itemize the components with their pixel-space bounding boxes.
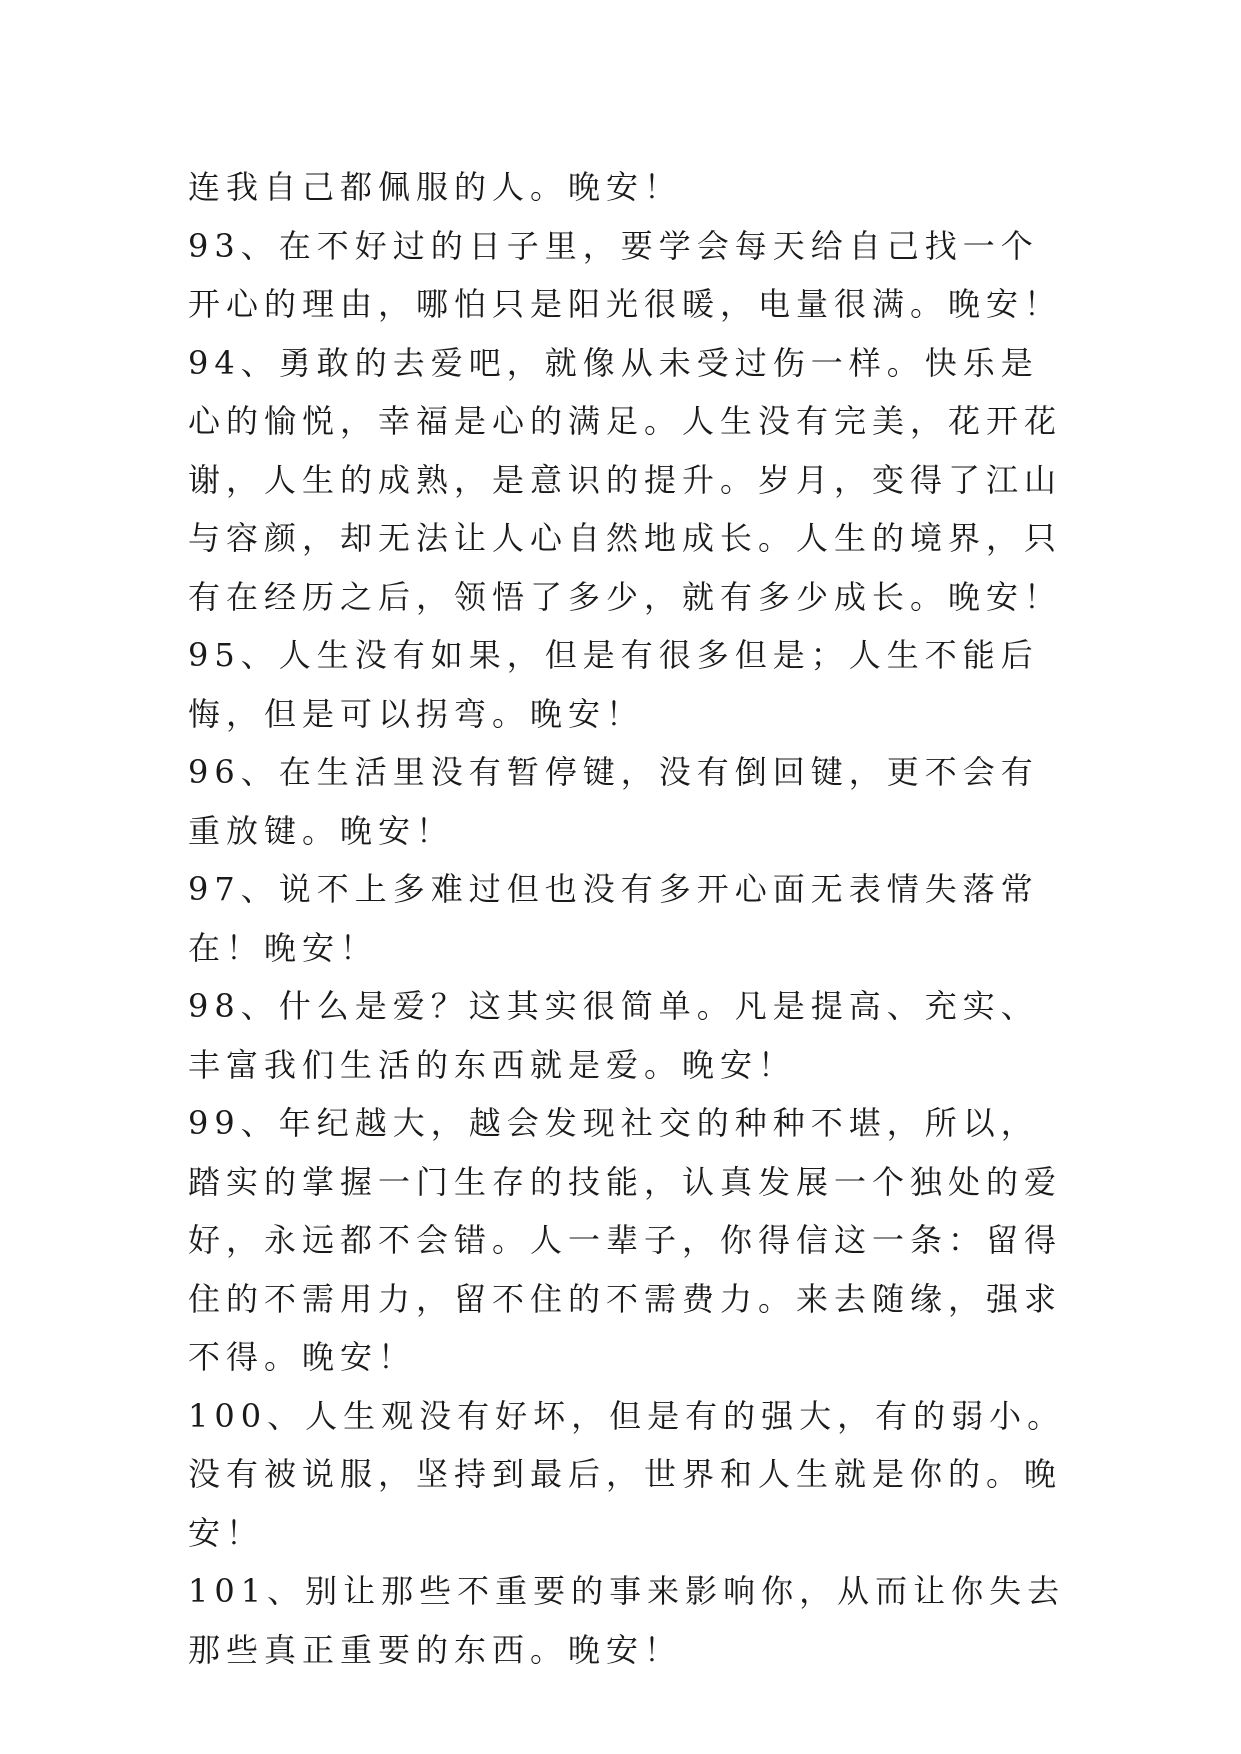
paragraph-96: 96、在生活里没有暂停键，没有倒回键，更不会有重放键。晚安！ [188,753,1039,850]
paragraph-94: 94、勇敢的去爱吧，就像从未受过伤一样。快乐是心的愉悦，幸福是心的满足。人生没有完美，花开花谢，人生的成熟，是意识的提升。岁月，变得了江山与容颜，却无法让人心自然地成长。人生的境界，只有在经历之后，领悟了多少，就有多少成长。晚安！ [188,343,1063,616]
paragraph-95: 95、人生没有如果，但是有很多但是；人生不能后悔，但是可以拐弯。晚安！ [188,636,1039,733]
paragraph-98: 98、什么是爱？这其实很简单。凡是提高、充实、丰富我们生活的东西就是爱。晚安！ [188,987,1039,1084]
paragraph-100: 100、人生观没有好坏，但是有的强大，有的弱小。没有被说服，坚持到最后，世界和人生就是你的。晚安！ [188,1396,1066,1552]
paragraph-101: 101、别让那些不重要的事来影响你，从而让你失去那些真正重要的东西。晚安！ [188,1572,1066,1669]
paragraph-99: 99、年纪越大，越会发现社交的种种不堪，所以，踏实的掌握一门生存的技能，认真发展一个独处的爱好，永远都不会错。人一辈子，你得信这一条：留得住的不需用力，留不住的不需费力。来去随缘，强求不得。晚安！ [188,1104,1063,1376]
paragraph-continuation: 连我自己都佩服的人。晚安！ [188,168,683,206]
paragraph-97: 97、说不上多难过但也没有多开心面无表情失落常在！晚安！ [188,870,1039,967]
document-body [188,158,1068,1679]
paragraph-93: 93、在不好过的日子里，要学会每天给自己找一个开心的理由，哪怕只是阳光很暖，电量很满。晚安！ [188,226,1063,323]
